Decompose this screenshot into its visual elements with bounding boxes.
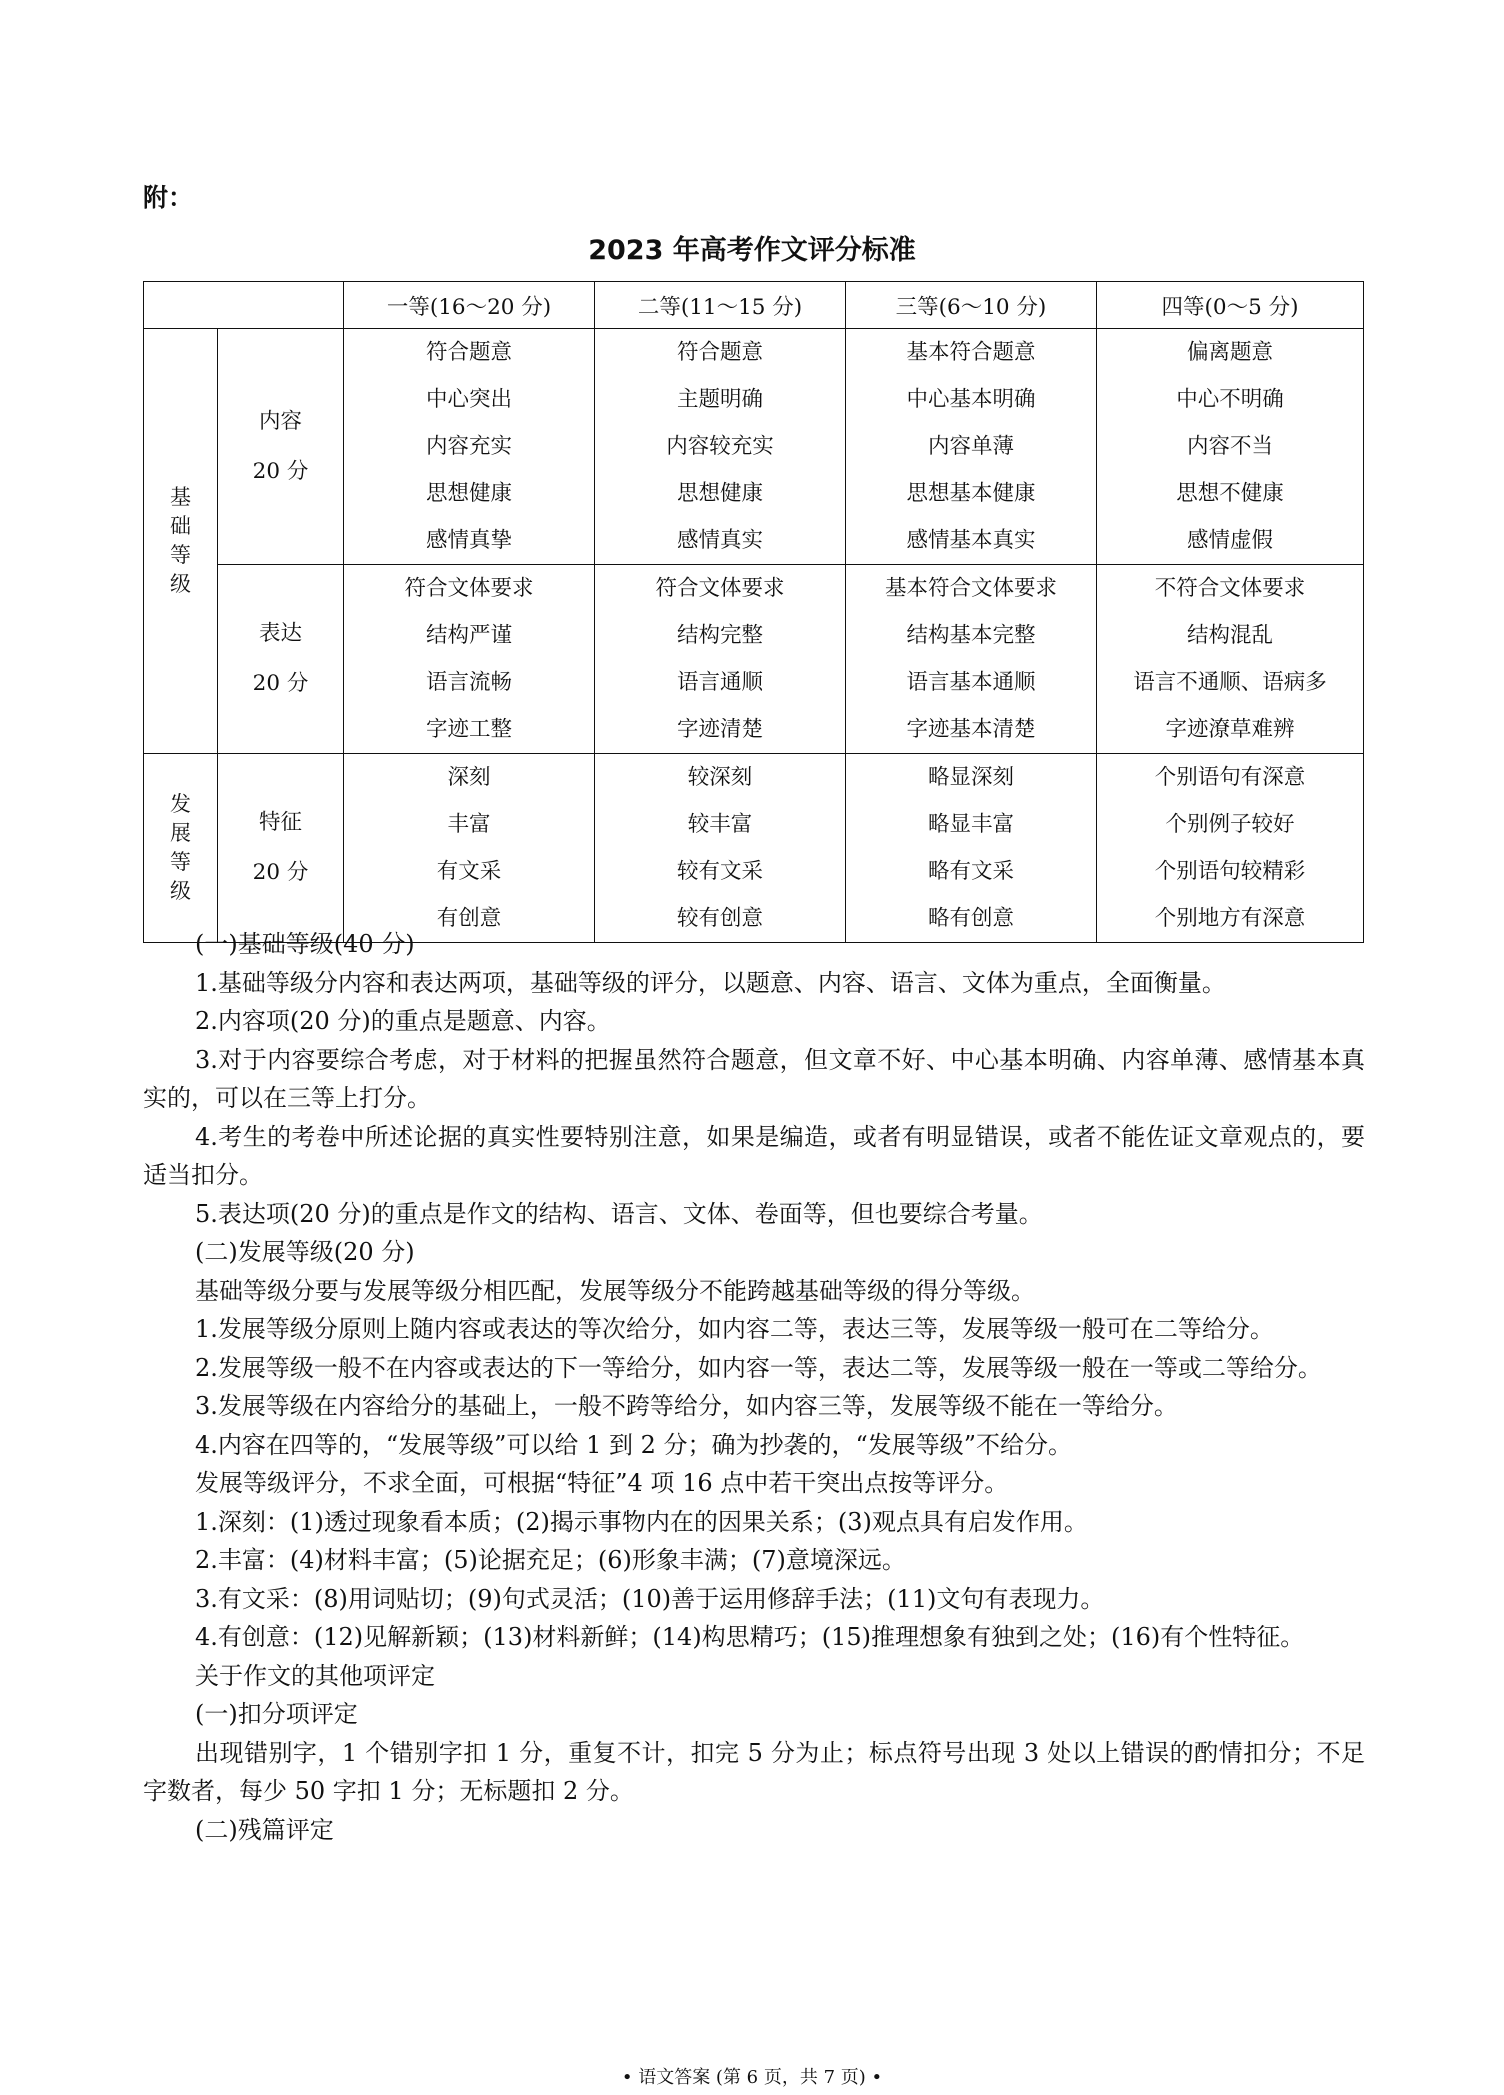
criterion: 中心突出 [425,387,512,412]
criterion: 字迹清楚 [676,717,763,742]
page-title: 2023 年高考作文评分标准 [588,235,916,266]
criterion: 语言通顺 [676,670,763,695]
grade-header: 四等(0～5 分) [1097,282,1364,329]
content-label: 内容 [258,408,302,434]
feature-grade-cell [344,754,595,943]
paragraph: 2.丰富：(4)材料丰富；(5)论据充足；(6)形象丰满；(7)意境深远。 [195,1546,906,1574]
criterion: 字迹基本清楚 [906,717,1036,742]
criterion: 感情基本真实 [906,528,1036,553]
feature-grade-cell [595,754,846,943]
header-corner [144,282,344,329]
criterion: 符合文体要求 [404,576,534,601]
paragraph: 4.有创意：(12)见解新颖；(13)材料新鲜；(14)构思精巧；(15)推理想象有独到之处；(16)有个性特征。 [195,1623,1305,1651]
criterion: 略显丰富 [927,812,1014,837]
expression-row [144,565,1364,754]
paragraph: 3.有文采：(8)用词贴切；(9)句式灵活；(10)善于运用修辞手法；(11)文句有表现力。 [195,1584,1105,1613]
expression-grade-cell [1097,565,1364,754]
criterion: 语言基本通顺 [906,670,1036,695]
paragraph: 1.深刻：(1)透过现象看本质；(2)揭示事物内在的因果关系；(3)观点具有启发作用。 [195,1507,1088,1536]
content-grade-cell [344,329,595,565]
criterion: 内容充实 [425,434,512,459]
criterion: 基本符合题意 [906,340,1036,365]
criterion: 思想基本健康 [906,481,1036,506]
feature-label: 特征 [258,810,302,835]
content-row [144,329,1364,565]
criterion: 内容不当 [1186,434,1273,459]
criterion: 个别语句有深意 [1154,765,1306,790]
expression-label-cell [218,565,344,754]
criterion: 略有文采 [927,859,1014,884]
criterion: 较丰富 [687,812,753,837]
criterion: 语言流畅 [425,670,512,695]
criterion: 个别语句较精彩 [1154,859,1306,884]
basic-level-label: 基础等级 [170,485,191,596]
criterion: 内容较充实 [666,434,774,459]
content-grade-cell [1097,329,1364,565]
paragraph: 4.内容在四等的，“发展等级”可以给 1 到 2 分；确为抄袭的，“发展等级”不给分。 [195,1430,1073,1459]
paragraph: 基础等级分要与发展等级分相匹配，发展等级分不能跨越基础等级的得分等级。 [195,1276,1035,1305]
criterion: 感情虚假 [1186,528,1273,553]
feature-grade-cell [1097,754,1364,943]
header-row [144,282,1364,329]
paragraph: 5.表达项(20 分)的重点是作文的结构、语言、文体、卷面等，但也要综合考量。 [195,1199,1043,1228]
content-grade-cell [595,329,846,565]
criterion: 较有创意 [676,906,763,931]
criterion: 略显深刻 [927,765,1014,790]
criterion: 较深刻 [687,765,753,790]
appendix-label: 附： [143,183,194,212]
paragraph: 2.内容项(20 分)的重点是题意、内容。 [195,1007,611,1035]
criterion: 主题明确 [676,387,763,412]
criterion: 中心基本明确 [906,387,1036,412]
scoring-table [143,281,1364,943]
basic-level-cell [144,329,218,754]
criterion: 个别地方有深意 [1154,906,1306,931]
expression-label: 表达 [258,621,302,646]
feature-score: 20 分 [252,860,309,885]
criterion: 感情真挚 [425,528,512,553]
feature-row [144,754,1364,943]
paragraph: (一)扣分项评定 [195,1700,358,1728]
criterion: 基本符合文体要求 [884,576,1057,601]
paragraph: (二)发展等级(20 分) [195,1238,415,1266]
page-footer: • 语文答案 (第 6 页，共 7 页) • [621,2067,883,2088]
paragraph: 关于作文的其他项评定 [195,1661,435,1690]
feature-label-cell [218,754,344,943]
criterion: 结构混乱 [1186,623,1273,648]
criterion: 结构完整 [676,623,763,648]
criterion: 中心不明确 [1176,387,1284,412]
criterion: 内容单薄 [927,434,1014,459]
grade-header: 二等(11～15 分) [595,282,846,329]
paragraph: 3.对于内容要综合考虑，对于材料的把握虽然符合题意，但文章不好、中心基本明确、内容单薄、感情基本真实的，可以在三等上打分。 [143,1045,1365,1112]
expression-grade-cell [344,565,595,754]
paragraph: (一)基础等级(40 分) [195,930,415,958]
criterion: 个别例子较好 [1165,812,1295,837]
paragraph: 出现错别字，1 个错别字扣 1 分，重复不计，扣完 5 分为止；标点符号出现 3 处以上错误的酌情扣分；不足字数者，每少 50 字扣 1 分；无标题扣 2 分。 [143,1738,1365,1805]
criterion: 符合题意 [676,340,763,365]
grade-header: 一等(16～20 分) [344,282,595,329]
paragraph: 1.基础等级分内容和表达两项，基础等级的评分，以题意、内容、语言、文体为重点，全面衡量。 [195,968,1226,997]
criterion: 字迹工整 [425,717,512,742]
dev-level-label: 发展等级 [170,792,191,903]
criterion: 感情真实 [676,528,763,553]
grade-header: 三等(6～10 分) [846,282,1097,329]
expression-grade-cell [595,565,846,754]
paragraph: 1.发展等级分原则上随内容或表达的等次给分，如内容二等，表达三等，发展等级一般可在二等给分。 [195,1315,1274,1343]
criterion: 语言不通顺、语病多 [1133,670,1327,695]
content-score: 20 分 [252,458,309,484]
criterion: 思想不健康 [1176,481,1284,506]
criterion: 偏离题意 [1186,340,1273,365]
criterion: 有文采 [436,859,502,884]
paragraph: 3.发展等级在内容给分的基础上，一般不跨等给分，如内容三等，发展等级不能在一等给分。 [195,1392,1178,1420]
criterion: 丰富 [447,812,491,837]
paragraph: 2.发展等级一般不在内容或表达的下一等给分，如内容一等，表达二等，发展等级一般在一等或二等给分。 [195,1353,1322,1382]
criterion: 符合文体要求 [655,576,785,601]
body-text [143,925,1365,1849]
paragraph: 发展等级评分，不求全面，可根据“特征”4 项 16 点中若干突出点按等评分。 [195,1469,1009,1497]
content-grade-cell [846,329,1097,565]
criterion: 字迹潦草难辨 [1165,717,1295,742]
criterion: 符合题意 [425,340,512,365]
criterion: 不符合文体要求 [1154,576,1306,601]
criterion: 较有文采 [676,859,763,884]
expression-grade-cell [846,565,1097,754]
criterion: 有创意 [436,906,502,931]
criterion: 深刻 [447,765,491,790]
paragraph: 4.考生的考卷中所述论据的真实性要特别注意，如果是编造，或者有明显错误，或者不能佐证文章观点的，要适当扣分。 [143,1122,1365,1189]
criterion: 结构严谨 [425,623,512,648]
criterion: 思想健康 [676,481,763,506]
expression-score: 20 分 [252,671,309,696]
criterion: 略有创意 [927,906,1014,931]
feature-grade-cell [846,754,1097,943]
dev-level-cell [144,754,218,943]
criterion: 结构基本完整 [906,623,1036,648]
content-label-cell [218,329,344,565]
paragraph: (二)残篇评定 [195,1815,334,1844]
criterion: 思想健康 [425,481,512,506]
